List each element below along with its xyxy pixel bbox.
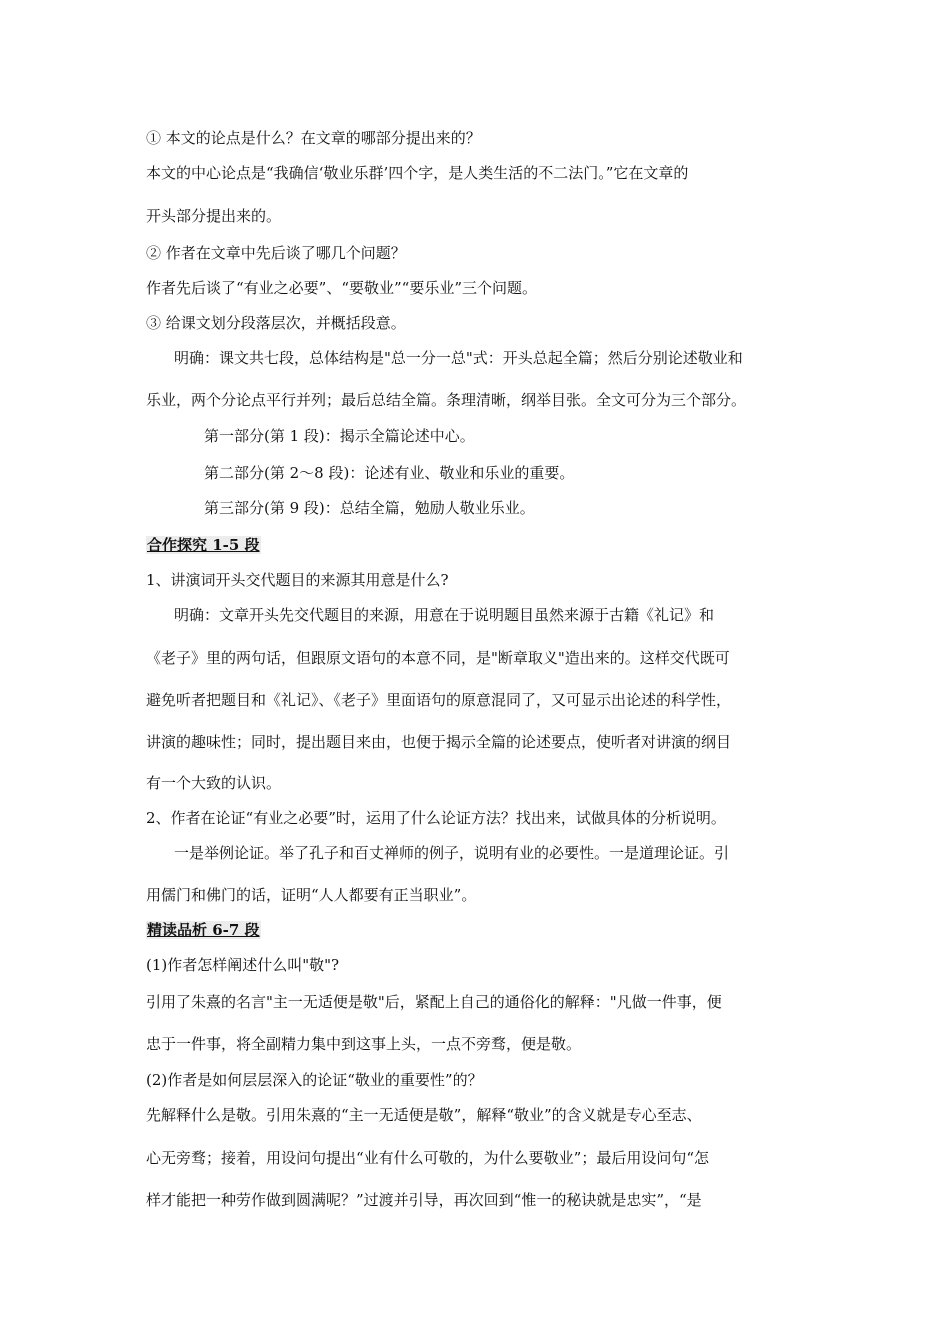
question-4: 1、讲演词开头交代题目的来源其用意是什么? [146, 571, 449, 589]
question-6: (1)作者怎样阐述什么叫"敬"? [146, 956, 340, 974]
question-7: (2)作者是如何层层深入的论证“敬业的重要性”的？ [146, 1071, 483, 1089]
answer-3-line-1: 明确：课文共七段，总体结构是"总一分一总"式：开头总起全篇；然后分别论述敬业和 [174, 349, 743, 367]
part-2: 第二部分(第 2～8 段)：论述有业、敬业和乐业的重要。 [204, 464, 575, 482]
question-1: ① 本文的论点是什么？在文章的哪部分提出来的？ [146, 129, 481, 147]
answer-4-line-2: 《老子》里的两句话，但跟原文语句的本意不同，是"断章取义"造出来的。这样交代既可 [146, 649, 730, 667]
answer-4-line-3: 避免听者把题目和《礼记》、《老子》里面语句的原意混同了，又可显示出论述的科学性， [146, 691, 732, 709]
question-2: ② 作者在文章中先后谈了哪几个问题？ [146, 244, 406, 262]
question-5: 2、作者在论证“有业之必要”时，运用了什么论证方法？找出来，试做具体的分析说明。 [146, 809, 726, 827]
answer-7-line-3: 样才能把一种劳作做到圆满呢？”过渡并引导，再次回到“惟一的秘诀就是忠实”，“是 [146, 1191, 702, 1209]
answer-1-line-2: 开头部分提出来的。 [146, 207, 282, 225]
answer-5-line-2: 用儒门和佛门的话，证明“人人都要有正当职业”。 [146, 886, 477, 904]
section-heading-2: 精读品析 6-7 段 [147, 921, 260, 939]
answer-1-line-1: 本文的中心论点是“我确信‘敬业乐群’四个字，是人类生活的不二法门。”它在文章的 [146, 164, 689, 182]
answer-4-line-4: 讲演的趣味性；同时，提出题目来由，也便于揭示全篇的论述要点，使听者对讲演的纲目 [146, 733, 732, 751]
answer-7-line-2: 心无旁骛；接着，用设问句提出“业有什么可敬的，为什么要敬业”；最后用设问句“怎 [146, 1149, 710, 1167]
answer-3-line-2: 乐业，两个分论点平行并列；最后总结全篇。条理清晰，纲举目张。全文可分为三个部分。 [146, 391, 747, 409]
part-1: 第一部分(第 1 段)：揭示全篇论述中心。 [204, 427, 475, 445]
section-heading-1: 合作探究 1-5 段 [147, 536, 260, 554]
answer-4-line-5: 有一个大致的认识。 [146, 774, 282, 792]
answer-6-line-1: 引用了朱熹的名言"主一无适便是敬"后，紧配上自己的通俗化的解释："凡做一件事，便 [146, 993, 722, 1011]
section-heading-1-wrapper [146, 535, 261, 555]
section-heading-2-wrapper [146, 920, 261, 940]
answer-7-line-1: 先解释什么是敬。引用朱熹的“主一无适便是敬”，解释“敬业”的含义就是专心至志、 [146, 1106, 702, 1124]
question-3: ③ 给课文划分段落层次，并概括段意。 [146, 314, 406, 332]
answer-4-line-1: 明确：文章开头先交代题目的来源，用意在于说明题目虽然来源于古籍《礼记》和 [174, 606, 715, 624]
answer-5-line-1: 一是举例论证。举了孔子和百丈禅师的例子，说明有业的必要性。一是道理论证。引 [174, 844, 730, 862]
part-3: 第三部分(第 9 段)：总结全篇，勉励人敬业乐业。 [204, 499, 535, 517]
answer-2: 作者先后谈了“有业之必要”、“要敬业”“要乐业”三个问题。 [146, 279, 538, 297]
answer-6-line-2: 忠于一件事，将全副精力集中到这事上头，一点不旁骛，便是敬。 [146, 1035, 582, 1053]
